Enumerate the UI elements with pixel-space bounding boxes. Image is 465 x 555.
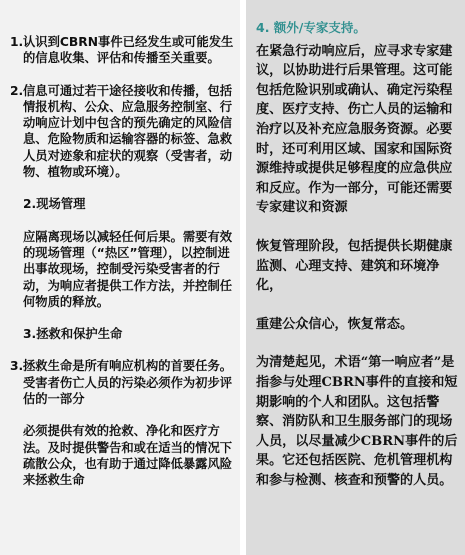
item-text: 拯救生命是所有响应机构的首要任务。受害者伤亡人员的污染必须作为初步评估的一部分 [23, 359, 233, 407]
list-item-2 [10, 83, 234, 181]
expert-support-heading: 4. 额外/专家支持。 [256, 20, 366, 35]
save-lives-paragraph: 必须提供有效的抢救、净化和医疗方法。及时提供警告和或在适当的情况下疏散公众，也有助于通过降低暴露风险来拯救生命 [23, 424, 233, 488]
item-text: 信息可通过若干途径接收和传播，包括情报机构、公众、应急服务控制室、行动响应计划中包含的预先确定的风险信息、危险物质和运输容器的标签、急救人员对迹象和症状的观察（受害者，动物、植物或环境）。 [23, 83, 233, 180]
expert-support-paragraph: 在紧急行动响应后，应寻求专家建议，以协助进行后果管理。这可能包括危险识别或确认、确定污染程度、医疗支持、伤亡人员的运输和治疗以及补充应急服务资源。必要时，还可利用区域、国家和国际资源维持或提供足够程度的应急供应和反应。作为一部分，可能还需要专家建议和资源 [256, 43, 453, 216]
recovery-paragraph: 恢复管理阶段，包括提供长期健康监测、心理支持、建筑和环境净化， [256, 238, 453, 294]
site-management-paragraph: 应隔离现场以减轻任何后果。需要有效的现场管理（“热区”管理），以控制进出事故现场，控制受污染受害者的行动，为响应者提供工作方法，并控制任何物质的释放。 [23, 229, 233, 309]
section-title-save-lives: 3.拯救和保护生命 [23, 327, 123, 342]
public-confidence-paragraph: 重建公众信心，恢复常态。 [256, 316, 414, 332]
first-responder-definition: 为清楚起见，术语“第一响应者”是指参与处理CBRN事件的直接和短期影响的个人和团队。这包括警察、消防队和卫生服务部门的现场人员，以尽量减少CBRN事件的后果。它还包括医院、危机管理机构和参与检测、核查和预警的人员。 [256, 355, 458, 488]
item-number: 1. [10, 35, 24, 49]
section-title-site-management: 2.现场管理 [23, 197, 86, 212]
list-item-1 [10, 34, 234, 67]
item-number: 3. [10, 359, 24, 374]
item-number: 2. [10, 83, 24, 98]
right-column [246, 0, 465, 555]
list-item-3 [10, 358, 234, 407]
item-text: 认识到CBRN事件已经发生或可能发生的信息收集、评估和传播至关重要。 [23, 35, 234, 66]
